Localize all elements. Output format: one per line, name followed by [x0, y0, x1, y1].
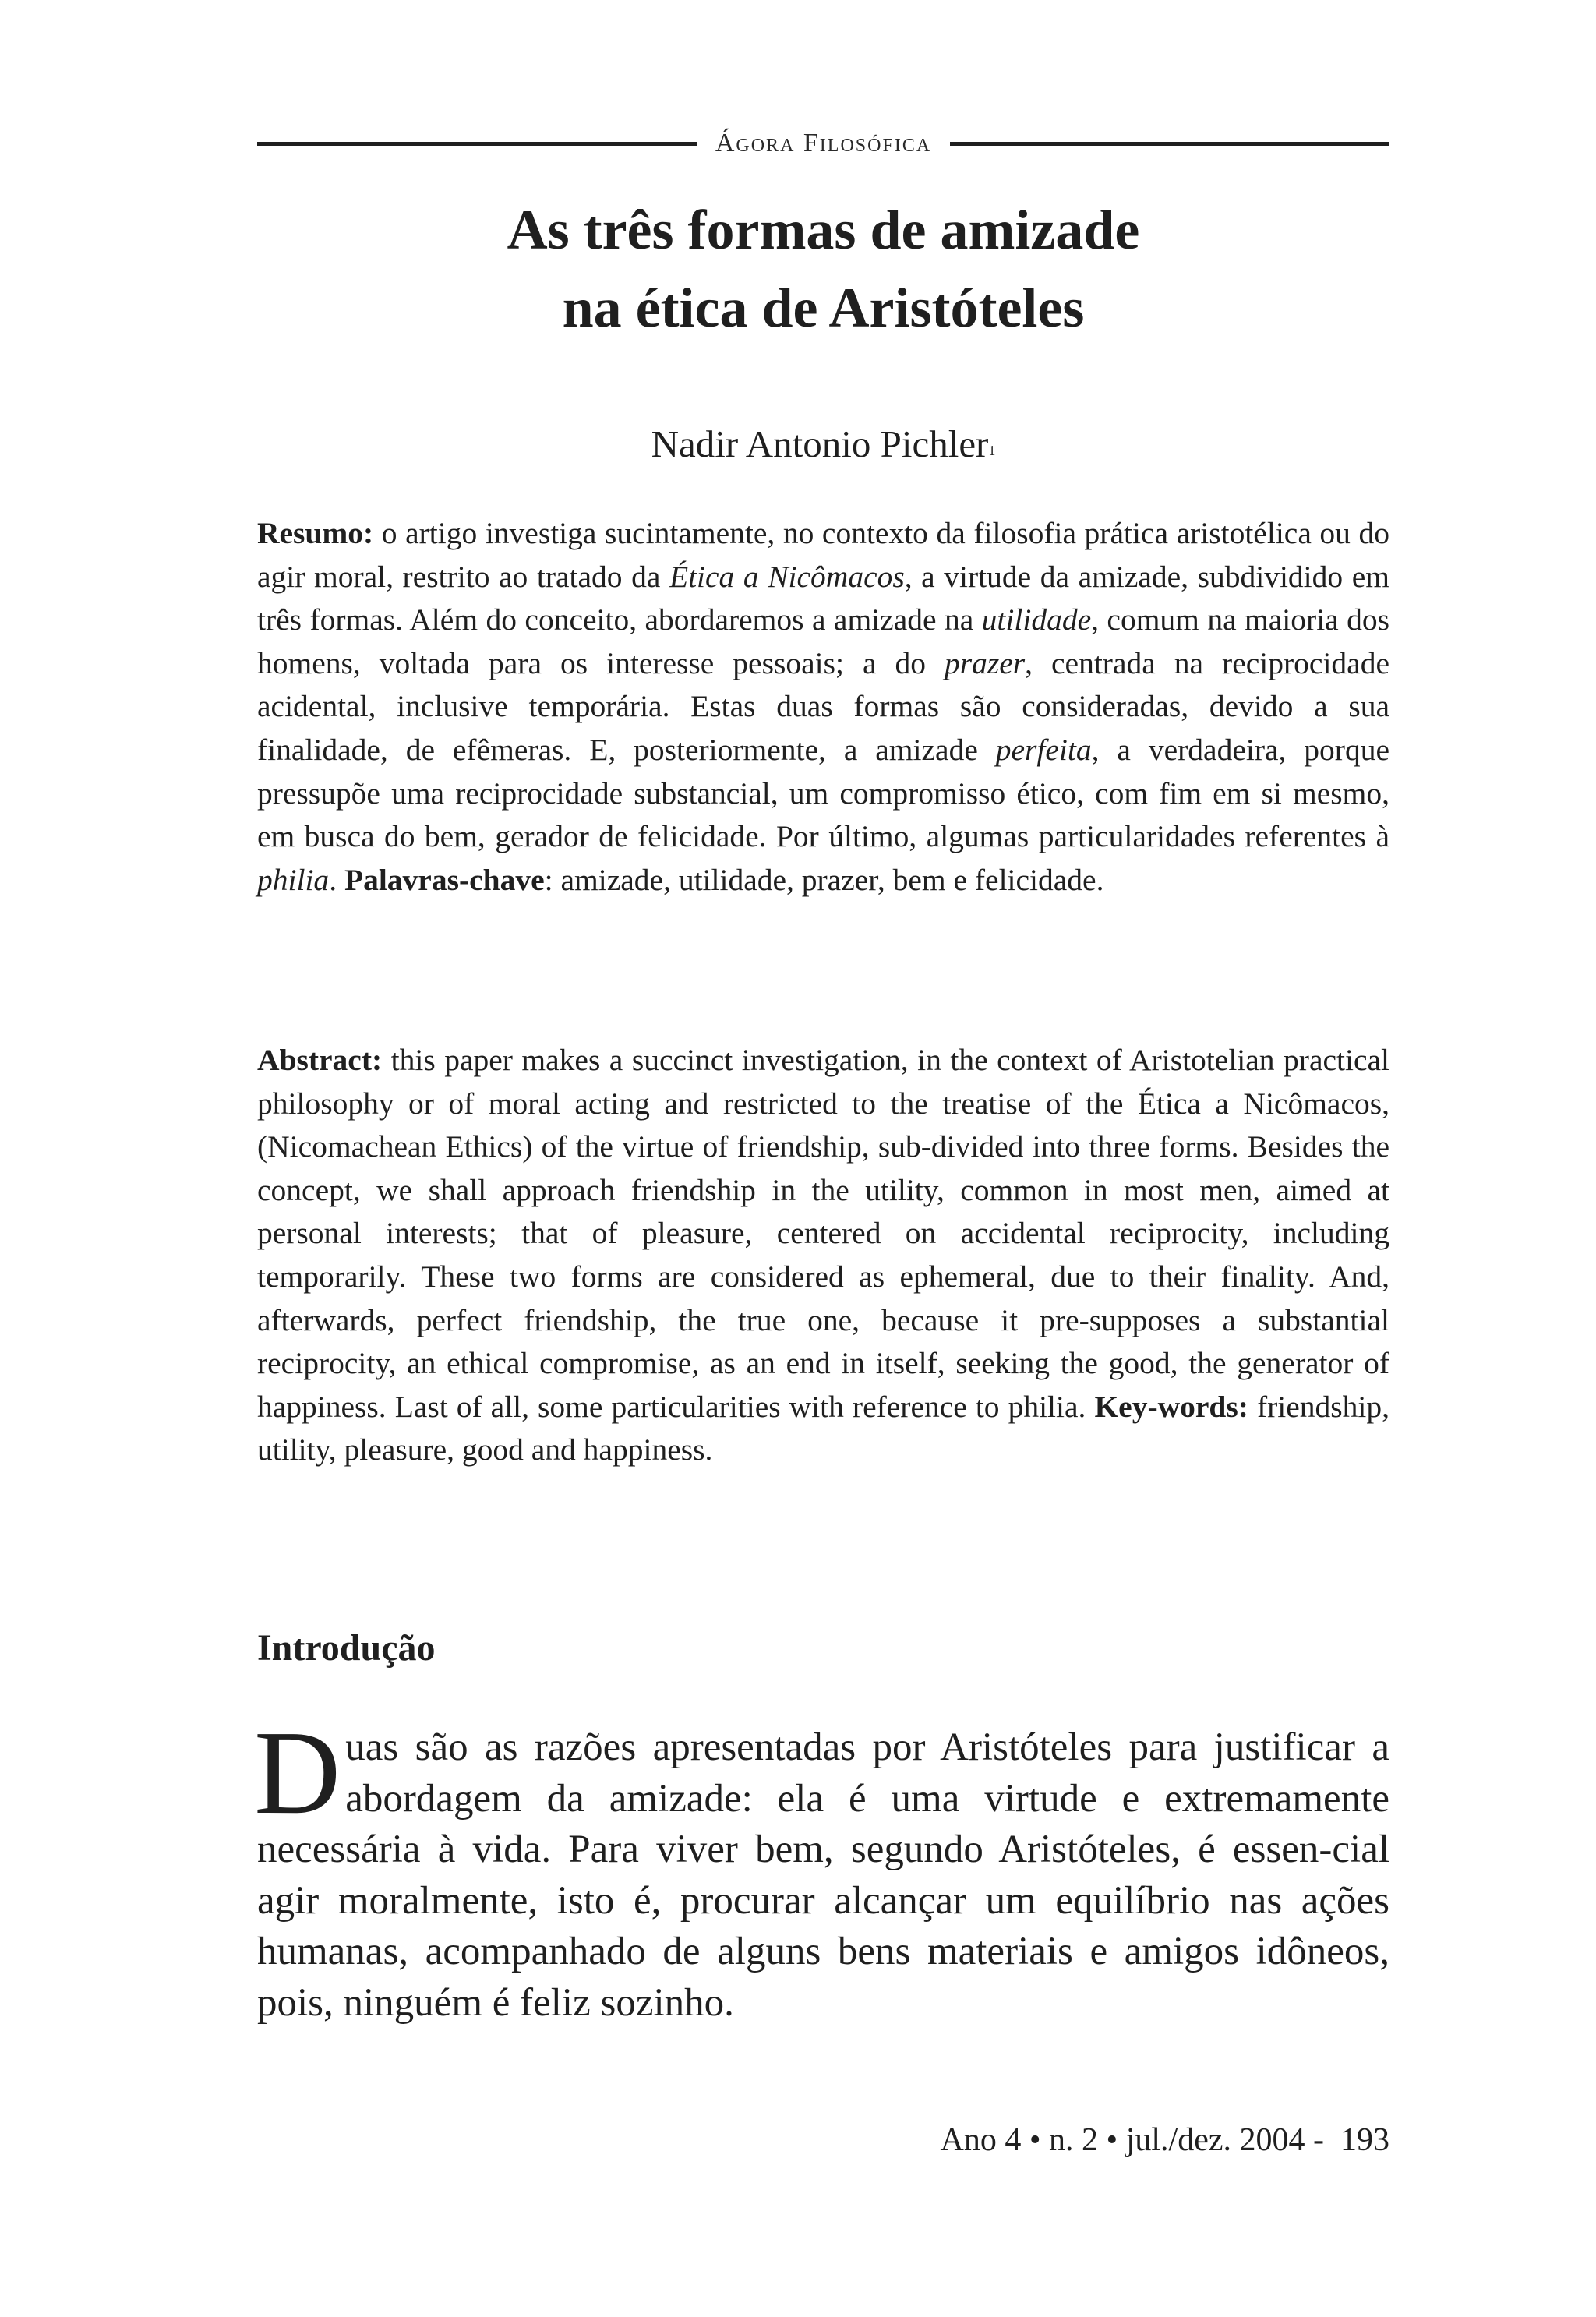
resumo-text-6: . — [329, 862, 344, 897]
author-name: Nadir Antonio Pichler — [651, 422, 989, 465]
header-rule-left — [257, 142, 697, 146]
author-line — [257, 421, 1389, 468]
article-title — [257, 191, 1389, 347]
abstract-paragraph — [257, 1039, 1389, 1472]
resumo-keywords: : amizade, utilidade, prazer, bem e felicidade. — [544, 862, 1104, 897]
header-rule-right — [950, 142, 1389, 146]
abstract-label: Abstract: — [257, 1043, 383, 1077]
resumo-italic-etica: Ética a Nicômacos — [669, 559, 905, 594]
resumo-text-3: , comum na maioria dos homens, voltada para os interesse pessoais; a do — [257, 602, 1390, 680]
resumo-italic-utilidade: utilidade — [981, 602, 1092, 638]
journal-name: Ágora Filosófica — [715, 129, 932, 157]
abstract-keywords: friendship, utility, pleasure, good and happiness. — [257, 1389, 1389, 1468]
resumo-italic-prazer: prazer — [944, 645, 1026, 680]
article-title-line-2: na ética de Aristóteles — [562, 277, 1085, 339]
resumo-italic-philia: philia — [257, 862, 330, 897]
introduction-paragraph — [254, 1707, 1389, 2029]
introduction-text: uas são as razões apresentadas por Aristóteles para justificar a abordagem da amizade: ela é uma virtude e extremamente necessária à vida. Para viver bem, segundo Aristóteles, é essen-cial agir moralmente, isto é, procurar alcançar um equilíbrio nas ações humanas, acompanhado de alguns bens materiais e amigos idôneos, pois, ninguém é feliz sozinho. — [257, 1725, 1389, 2025]
abstract-keywords-label: Key-words: — [1094, 1389, 1248, 1424]
running-head — [257, 129, 1389, 158]
resumo-paragraph — [257, 512, 1389, 902]
resumo-italic-perfeita: perfeita — [995, 732, 1092, 767]
resumo-label: Resumo: — [257, 516, 374, 550]
section-heading-introducao: Introdução — [257, 1627, 436, 1669]
abstract-text: this paper makes a succinct investigation, in the context of Aristotelian practical philosophy or of moral acting and restricted to the treatise of the Ética a Nicômacos, (Nicomachean Ethics) of the virtue of friendship, sub-divided into three forms. Besides the concept, we shall approach friendship in the utility, common in most men, aimed at personal interests; that of pleasure, centered on accidental reciprocity, including temporarily. These two forms are considered as ephemeral, due to their finality. And, afterwards, perfect friendship, the true one, because it pre-supposes a substantial reciprocity, an ethical compromise, as an end in itself, seeking the good, the generator of happiness. Last of all, some particularities with reference to philia. — [257, 1043, 1389, 1424]
author-footnote-ref[interactable]: 1 — [988, 443, 996, 458]
resumo-text-2: , a virtude da amizade, subdividido em três formas. Além do conceito, abordaremos a amizade na — [257, 559, 1389, 638]
drop-cap: D — [254, 1707, 341, 1839]
resumo-keywords-label: Palavras-chave — [344, 862, 545, 897]
resumo-text-1: o artigo investiga sucintamente, no contexto da filosofia prática aristotélica ou do agir moral, restrito ao tratado da — [257, 516, 1389, 594]
resumo-text-4: , centrada na reciprocidade acidental, inclusive temporária. Estas duas formas são consideradas, devido a sua finalidade, de efêmeras. E, posteriormente, a amizade — [257, 645, 1389, 767]
resumo-text-5: , a verdadeira, porque pressupõe uma reciprocidade substancial, um compromisso ético, com fim em si mesmo, em busca do bem, gerador de felicidade. Por último, algumas particularidades referentes à — [257, 732, 1389, 854]
article-title-line-1: As três formas de amizade — [507, 199, 1140, 261]
page-footer-citation: Ano 4 • n. 2 • jul./dez. 2004 - 193 — [940, 2122, 1389, 2158]
